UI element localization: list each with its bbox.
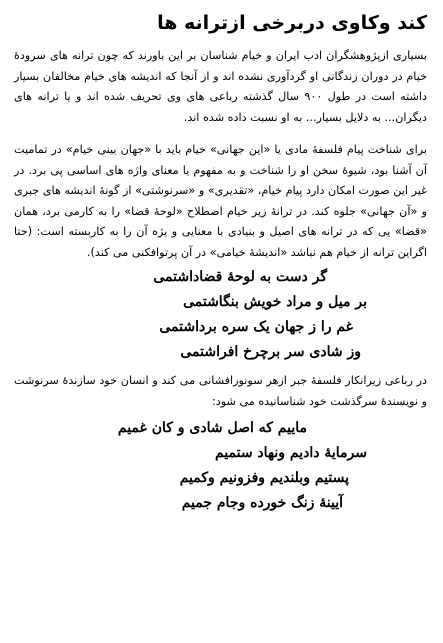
poem-line: ماییم که اصل شادی و کان غمیم (117, 420, 307, 436)
poem-line: وز شادی سر برچرخ افراشتمی (180, 344, 361, 360)
quatrain-fate-tablet (14, 265, 427, 365)
paragraph-intro: بسیاری ازپژوهشگران ادب ایران و خیام شناسان بر این باورند که چون ترانه های سرودهٔ خیام در دوران زندگانی او گردآوری نشده اند و از آنجا که اندیشه های خیام مخالفان بسیار داشته است در طول ۹۰۰ سال گذشته رباعی های وی تحریف شده اند و یا ترانه های دیگران... به دلایل بسیار... به او نسبت داده شده اند. (14, 49, 427, 124)
paragraph-determinism: در رباعی زیرانکار فلسفهٔ جبر ازهر سونورافشانی می کند و انسان خود سازندهٔ سرنوشت و نویسندهٔ سرگذشت خود شناسانیده می شود: (14, 374, 427, 408)
document-title: کند وکاوی دربرخی ازترانه ها (157, 12, 427, 34)
poem-line: غم را ز جهان یک سره برداشتمی (159, 319, 353, 335)
poem-line: پستیم وبلندیم وفزونیم وکمیم (179, 470, 349, 486)
poem-line: گر دست به لوحهٔ قضاداشتمی (153, 269, 327, 285)
poem-line: سرمایهٔ دادیم ونهاد ستمیم (214, 445, 367, 461)
poem-line: آیینهٔ زنگ خورده وجام جمیم (181, 495, 343, 511)
poem-line: بر میل و مراد خویش بنگاشتمی (183, 294, 367, 310)
paragraph-worldview: برای شناخت پیام فلسفهٔ مادی یا «این جهانی» خیام باید با «جهان بینی خیام» در تمامیت آن آشنا بود، شیوهٔ سخن او را شناخت و به مفهوم یا معنای واژه های اساسی پی برد. در غیر این صورت امکان دارد پیام خیام، «تقدیری» و «سرنوشتی» از گونهٔ اندیشه های جبری و «آن جهانی» جلوه کند. در ترانهٔ زیر خیام اصطلاح «لوحهٔ قضا» را به کارمی برد، همان «قضا» یی که در ترانه های اصیل و بنیادی با معنایی و یژه آن را به کاربسته است: (حتا اگراین ترانه از خیام هم نباشد «اندیشهٔ خیامی» در آن پرتوافکنی می کند). (14, 143, 427, 259)
quatrain-source-of-joy (14, 416, 427, 516)
